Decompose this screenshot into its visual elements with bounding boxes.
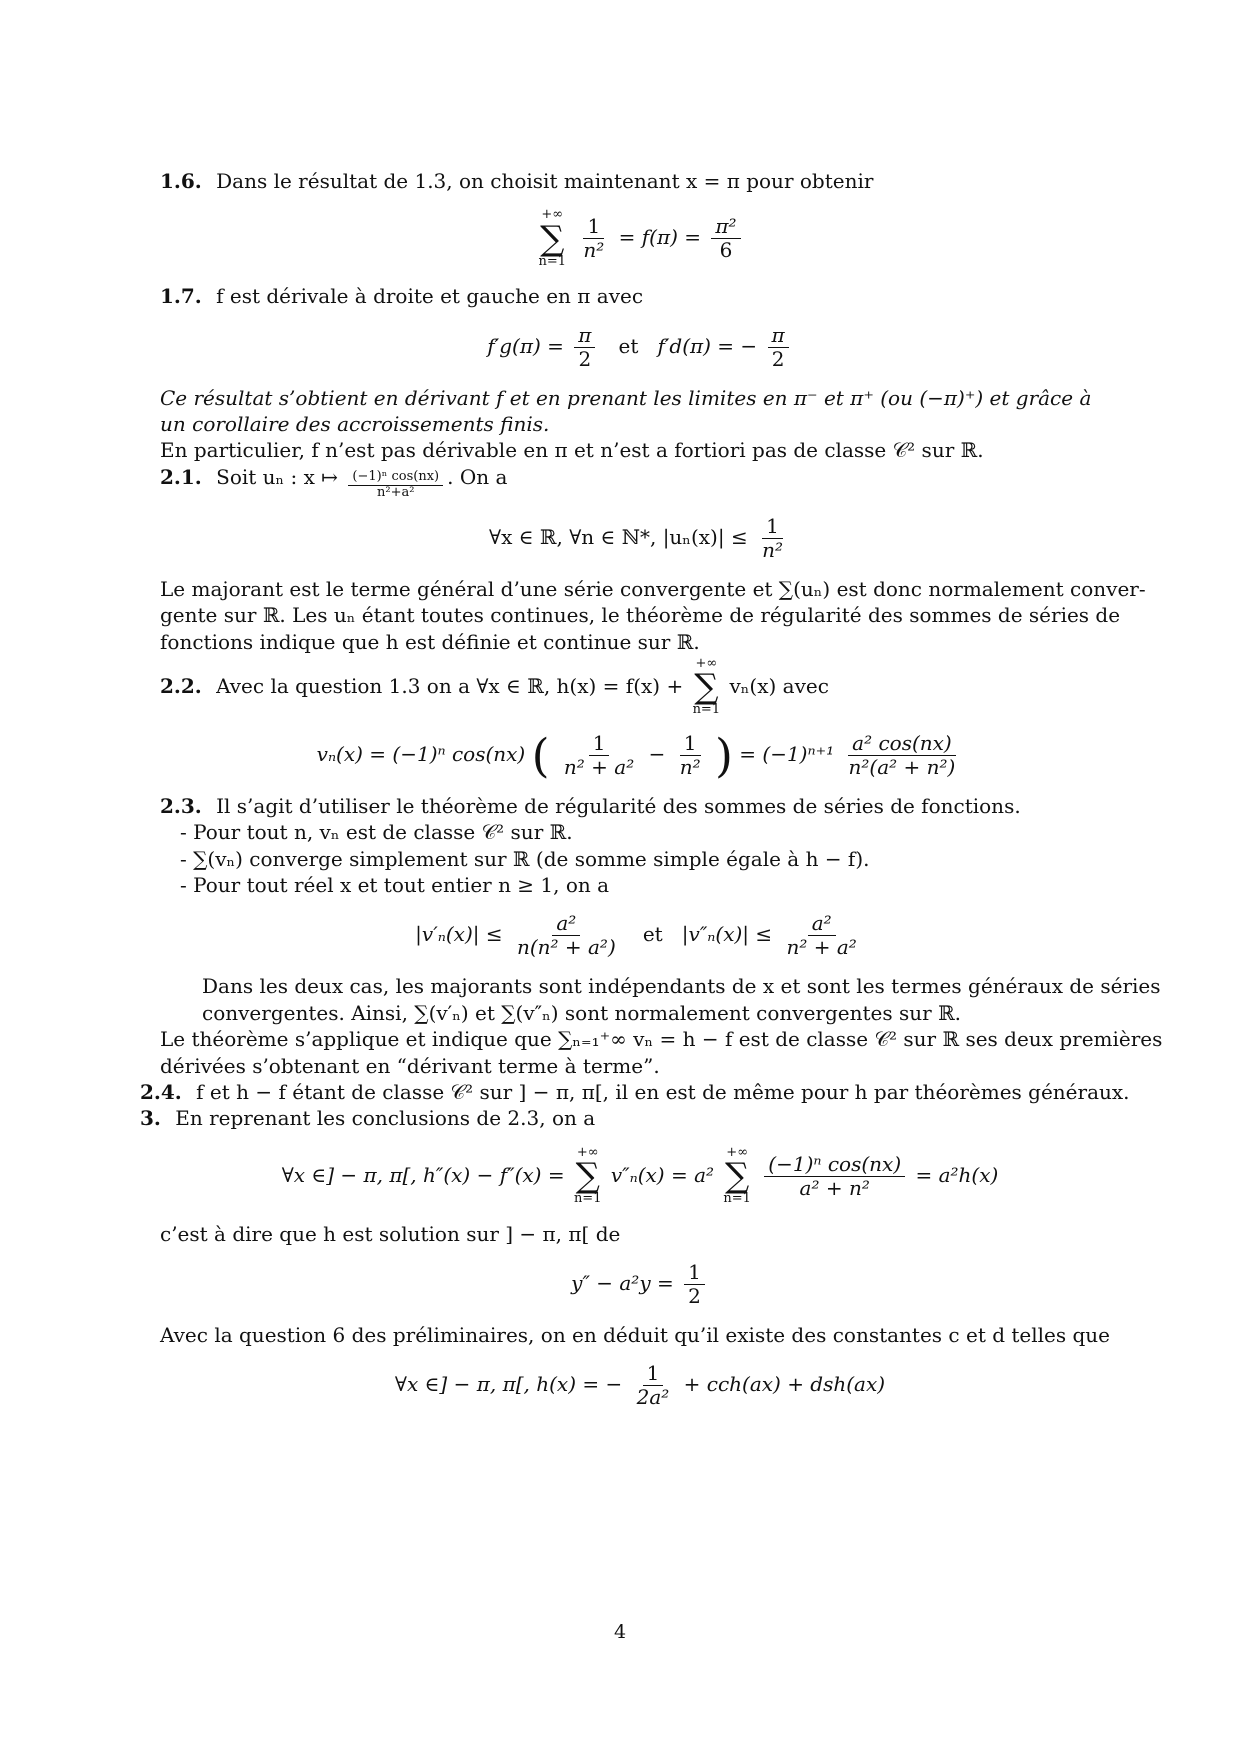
bullet-item: - Pour tout n, vₙ est de classe 𝒞² sur ℝ. (180, 820, 573, 845)
sum-symbol: +∞ ∑ n=1 (723, 1144, 751, 1207)
sum-symbol: +∞ ∑ n=1 (538, 207, 566, 269)
paragraph-line: Le majorant est le terme général d’une série convergente et ∑(uₙ) est donc normalement conver- (160, 576, 1146, 601)
section-1-7 (160, 283, 1120, 309)
conclusion-line: En particulier, f n’est pas dérivable en π et n’est a fortiori pas de classe 𝒞² sur ℝ. (160, 438, 984, 463)
paragraph-line: gente sur ℝ. Les uₙ étant toutes continues, le théorème de régularité des sommes de séries de (160, 603, 1121, 628)
equation-vn: vₙ(x) = (−1)ⁿ cos(nx) ( $\frac{1}{\text{n² + a²}}$ − $\frac{1}{\text{n²}}$ ) = (−1)ⁿ⁺¹ $\frac{\text{a² cos(nx)}}{\text{n²(a² + n²)}}$ (160, 732, 1120, 779)
section-2-2: 2.2. Avec la question 1.3 on a ∀x ∈ ℝ, h(x) = f(x) + +∞ ∑ n=1 vₙ(x) avec (160, 655, 829, 718)
fraction: $\frac{1}{\text{n² + a²}}$ (563, 730, 635, 779)
paragraph-line: Avec la question 6 des préliminaires, on en déduit qu’il existe des constantes c et d telles que (160, 1322, 1111, 1347)
sum-symbol: +∞ ∑ n=1 (692, 655, 721, 718)
equation-derivatives: f′g(π) = $\frac{\pi}{2}$ et f′d(π) = − $\frac{\pi}{2}$ (160, 324, 1120, 371)
paragraph-line: Le théorème s’applique et indique que ∑ₙ₌₁⁺∞ vₙ = h − f est de classe 𝒞² sur ℝ ses deux premières (160, 1027, 1163, 1052)
remark-line: Ce résultat s’obtient en dérivant f et en prenant les limites en π⁻ et π⁺ (ou (−π)⁺) et grâce à (160, 385, 1092, 410)
fraction: $\frac{1}{\text{n²}}$ (583, 214, 605, 263)
fraction: $\frac{1}{\text{2a²}}$ (636, 1361, 670, 1410)
section-label: 1.7. (160, 284, 202, 309)
section-2-3: 2.3. Il s’agit d’utiliser le théorème de régularité des sommes de séries de fonctions. (160, 793, 1021, 818)
section-2-1: 2.1. Soit uₙ : x ↦ $\frac{\text{(−1)ⁿ cos(nx)}}{\text{n²+a²}}$ . On a (160, 464, 508, 500)
section-2-4: 2.4. f et h − f étant de classe 𝒞² sur ] − π, π[, il en est de même pour h par théorèmes généraux. (140, 1079, 1130, 1104)
section-label: 3. (140, 1106, 161, 1131)
section-label: 2.4. (140, 1079, 182, 1104)
fraction: $\frac{\pi}{2}$ (768, 324, 789, 371)
page-content (140, 168, 1163, 1423)
fraction: $\frac{1}{\text{n²}}$ (679, 730, 701, 779)
fraction: $\frac{\text{a²}}{\text{n² + a²}}$ (786, 911, 857, 960)
section-text: f est dérivale à droite et gauche en π avec (216, 284, 644, 309)
section-1-6 (160, 168, 1120, 194)
equation-derivative-bounds: |v′ₙ(x)| ≤ $\frac{\text{a²}}{\text{n(n² + a²)}}$ et |v″ₙ(x)| ≤ $\frac{\text{a²}}{\text{n² + a²}}$ (160, 912, 1120, 959)
paragraph-line: dérivées s’obtenant en “dérivant terme à terme”. (160, 1053, 660, 1078)
equation-solution: ∀x ∈] − π, π[, h(x) = − $\frac{1}{\text{2a²}}$ + cch(ax) + dsh(ax) (394, 1361, 886, 1410)
equation-basel: +∞ ∑ n=1 $\frac{1}{\text{n²}}$ = f(π) = $\frac{\text{π²}}{6}$ (160, 208, 1120, 269)
paragraph-line: c’est à dire que h est solution sur ] − π, π[ de (160, 1221, 621, 1246)
paragraph-line: fonctions indique que h est définie et continue sur ℝ. (160, 629, 700, 654)
equation-h-second: ∀x ∈] − π, π[, h″(x) − f″(x) = +∞ ∑ n=1 v″ₙ(x) = a² +∞ ∑ n=1 $\frac{\text{(−1)ⁿ cos(nx)}}{\text{a² + n²}}$ = a²h(x) (281, 1144, 999, 1207)
section-label: 2.3. (160, 793, 202, 818)
section-text: Dans le résultat de 1.3, on choisit maintenant x = π pour obtenir (216, 169, 874, 193)
fraction: $\frac{\pi}{2}$ (574, 324, 595, 371)
equation-bound: ∀x ∈ ℝ, ∀n ∈ ℕ*, |uₙ(x)| ≤ $\frac{1}{\text{n²}}$ (160, 515, 1120, 562)
paragraph-line: convergentes. Ainsi, ∑(v′ₙ) et ∑(v″ₙ) sont normalement convergentes sur ℝ. (202, 1000, 962, 1025)
section-3: 3. En reprenant les conclusions de 2.3, on a (140, 1106, 596, 1131)
fraction: $\frac{1}{\text{n²}}$ (762, 513, 783, 562)
paragraph-line: Dans les deux cas, les majorants sont indépendants de x et sont les termes généraux de séries (202, 974, 1161, 999)
page-number: 4 (613, 1621, 627, 1643)
sum-symbol: +∞ ∑ n=1 (573, 1144, 602, 1207)
fraction: $\frac{\text{(−1)ⁿ cos(nx)}}{\text{a² + n²}}$ (764, 1153, 905, 1200)
fraction: $\frac{1}{2}$ (684, 1261, 705, 1308)
remark-line: un corollaire des accroissements finis. (160, 412, 550, 437)
fraction: $\frac{\text{a² cos(nx)}}{\text{n²(a² + n²)}}$ (848, 730, 956, 779)
bullet-item: - Pour tout réel x et tout entier n ≥ 1, on a (180, 872, 610, 897)
section-label: 2.2. (160, 673, 202, 698)
fraction: $\frac{\text{(−1)ⁿ cos(nx)}}{\text{n²+a²}}$ (348, 470, 443, 501)
equation-ode: y″ − a²y = $\frac{1}{2}$ (160, 1261, 1120, 1308)
section-label: 2.1. (160, 464, 202, 489)
section-label: 1.6. (160, 169, 202, 193)
fraction: $\frac{\text{π²}}{6}$ (711, 215, 740, 262)
fraction: $\frac{\text{a²}}{\text{n(n² + a²)}}$ (516, 911, 616, 960)
bullet-item: - ∑(vₙ) converge simplement sur ℝ (de somme simple égale à h − f). (180, 846, 870, 871)
